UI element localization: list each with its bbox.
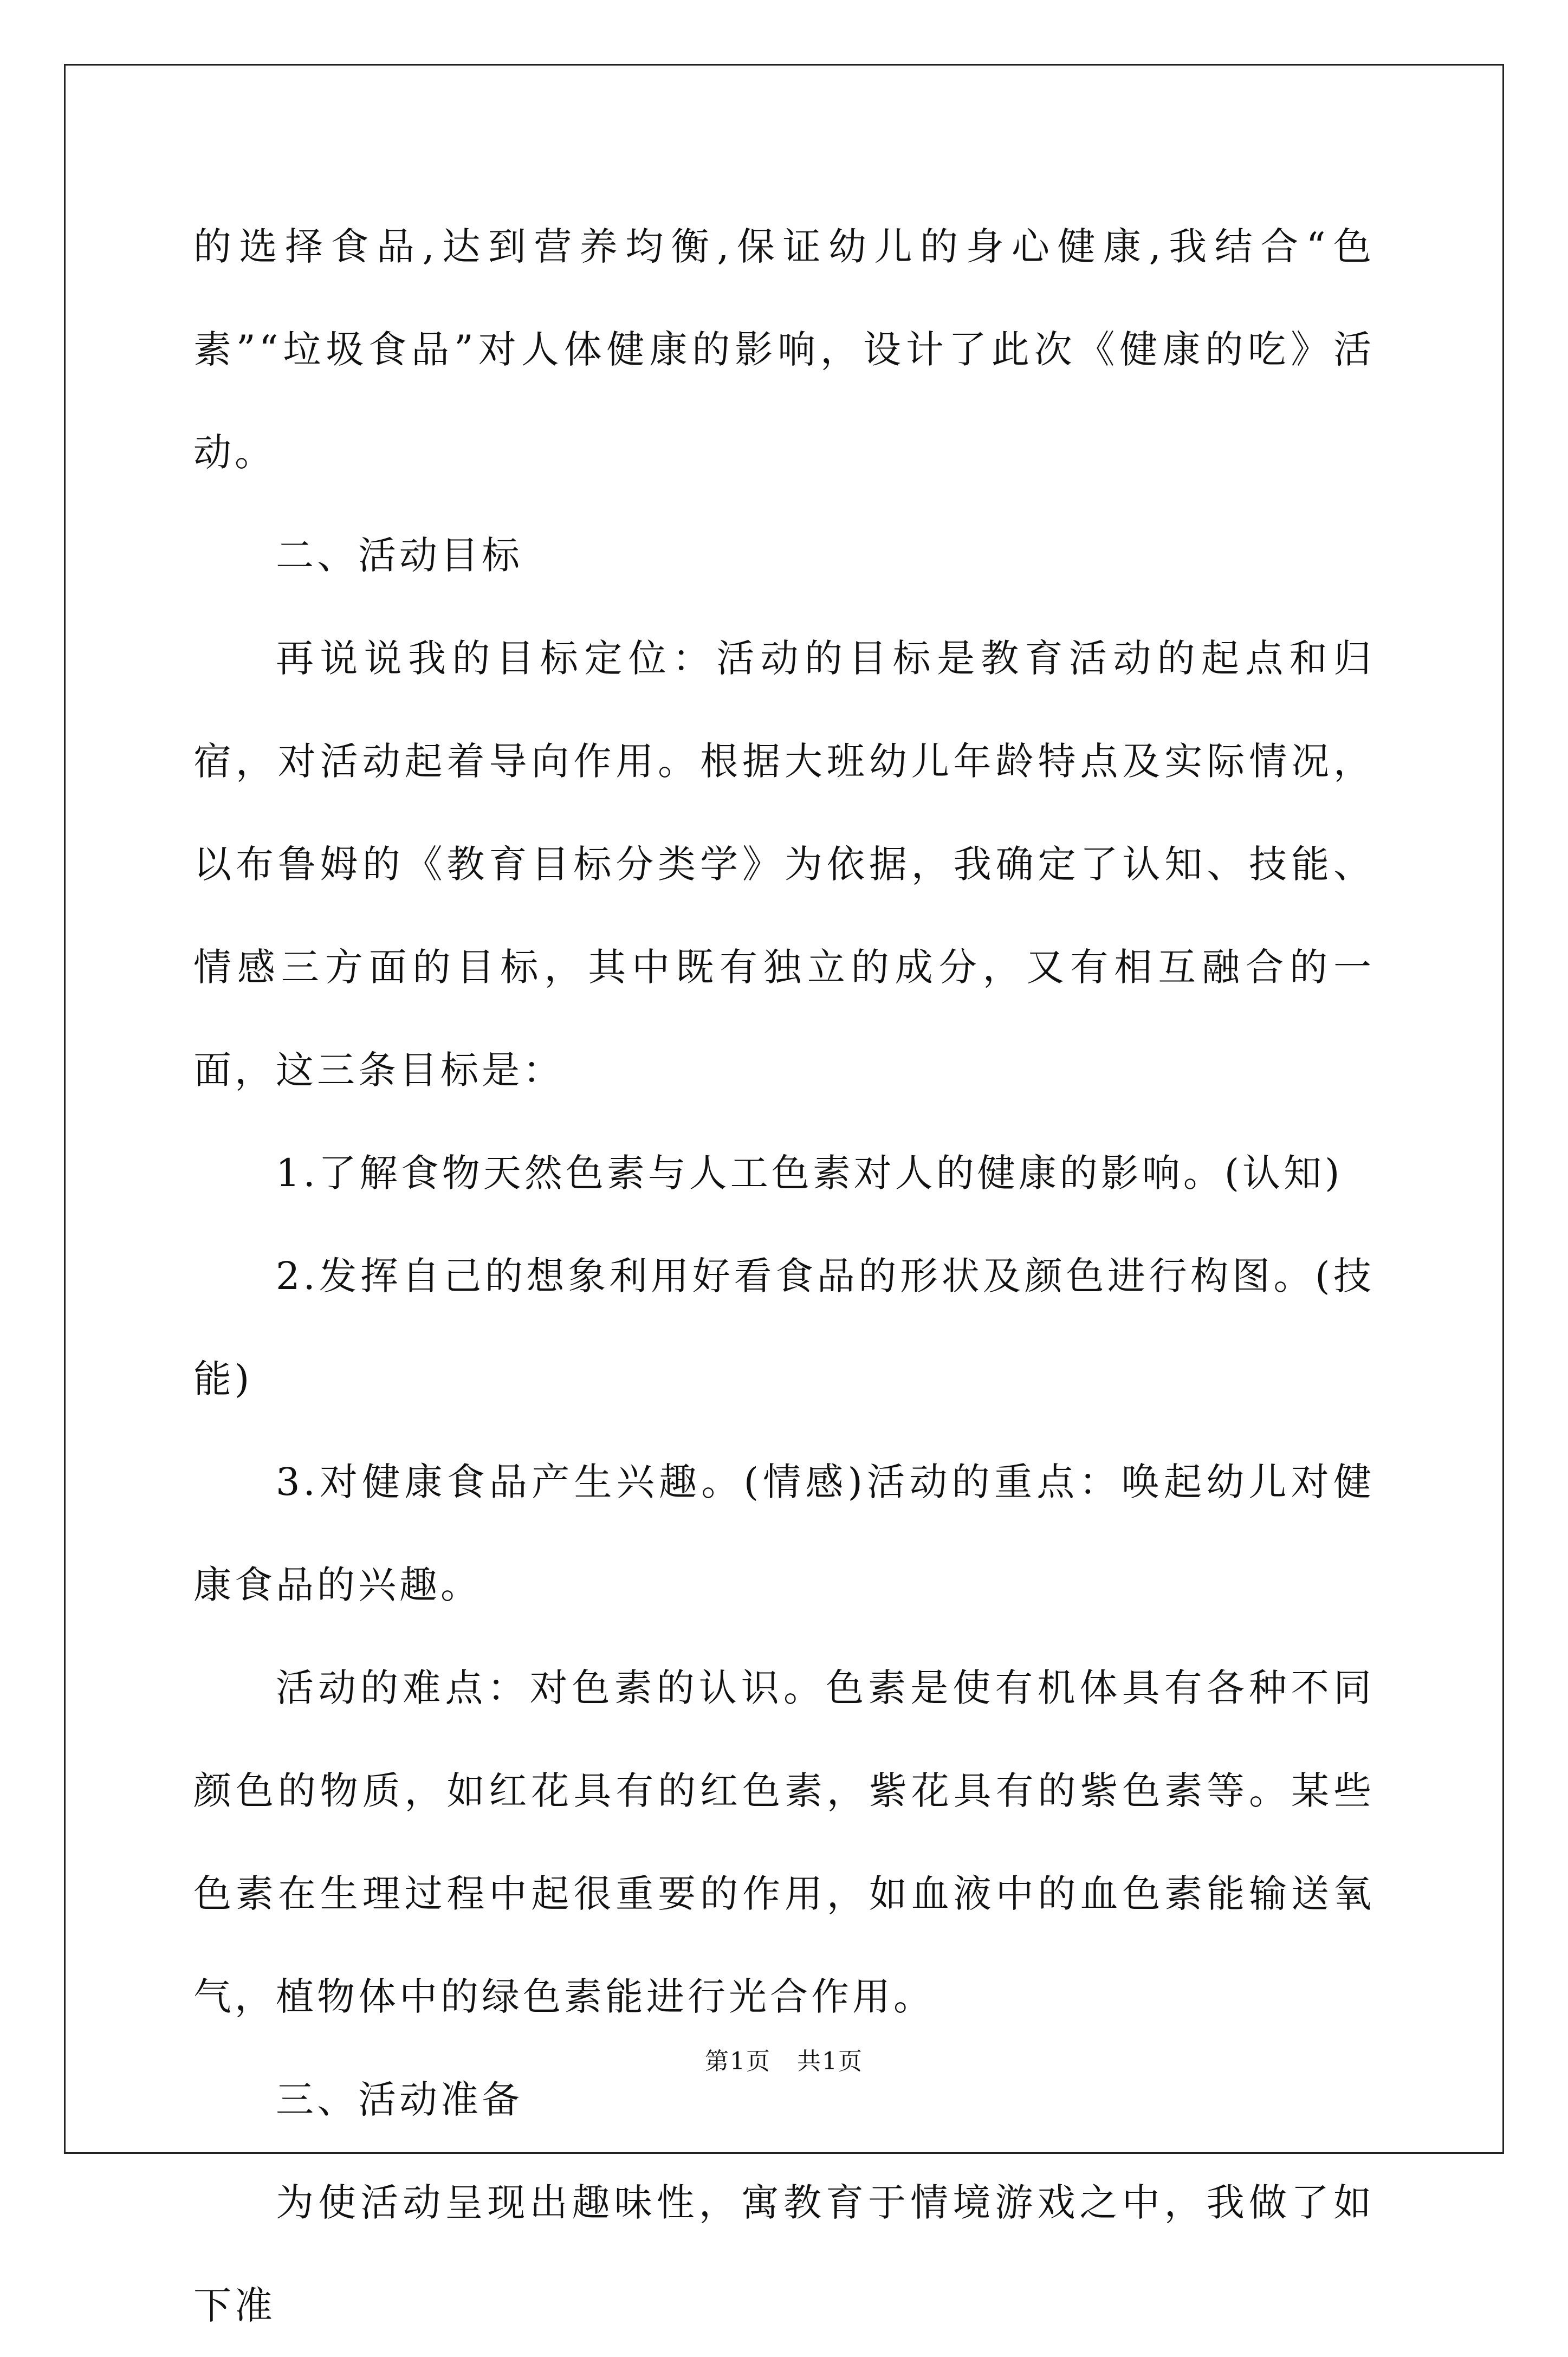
- goal-item-skill: 2.发挥自己的想象利用好看食品的形状及颜色进行构图。(技能): [193, 1254, 1375, 1401]
- paragraph-preparation: 为使活动呈现出趣味性，寓教育于情境游戏之中，我做了如下准: [193, 2180, 1375, 2328]
- section-heading-activity-preparation: 三、活动准备: [276, 2077, 523, 2122]
- paragraph-intro-continuation: 的选择食品,达到营养均衡,保证幼儿的身心健康,我结合“色素”“垃圾食品”对人体健康的影响，设计了此次《健康的吃》活动。: [193, 224, 1375, 475]
- document-body: [193, 195, 1375, 2357]
- page-footer: [0, 2045, 1568, 2078]
- paragraph-goal-positioning: 再说说我的目标定位：活动的目标是教育活动的起点和归宿，对活动起着导向作用。根据大班幼儿年龄特点及实际情况，以布鲁姆的《教育目标分类学》为依据，我确定了认知、技能、情感三方面的目标，其中既有独立的成分，又有相互融合的一面，这三条目标是：: [193, 636, 1375, 1092]
- paragraph-difficulty: 活动的难点：对色素的认识。色素是使有机体具有各种不同颜色的物质，如红花具有的红色素，紫花具有的紫色素等。某些色素在生理过程中起很重要的作用，如血液中的血色素能输送氧气，植物体中的绿色素能进行光合作用。: [193, 1666, 1375, 2019]
- goal-item-cognition: 1.了解食物天然色素与人工色素对人的健康的影响。(认知): [276, 1151, 1343, 1195]
- page-total: 共1页: [797, 2048, 863, 2075]
- goal-item-emotion: 3.对健康食品产生兴趣。(情感)活动的重点：唤起幼儿对健康食品的兴趣。: [193, 1460, 1375, 1607]
- section-heading-activity-goals: 二、活动目标: [276, 533, 523, 578]
- page-number: 第1页: [705, 2048, 771, 2075]
